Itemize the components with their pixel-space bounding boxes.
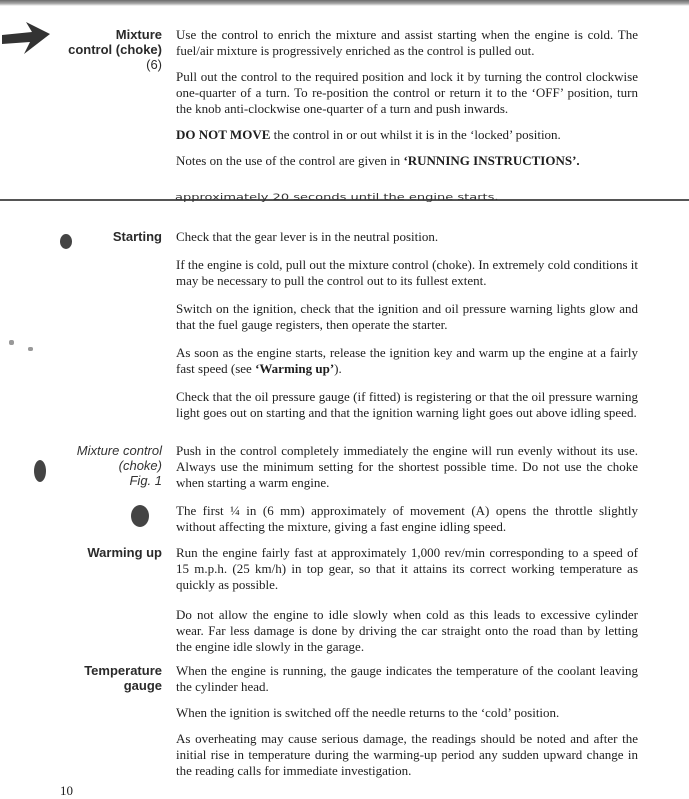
paragraph: If the engine is cold, pull out the mixture control (choke). In extremely cold conditions it may be necessary to pull the control out to its fullest extent. — [176, 257, 638, 288]
section-label: Warming up — [87, 545, 162, 560]
label-line: Mixture — [115, 27, 162, 42]
paragraph: Use the control to enrich the mixture and assist starting when the engine is cold. The fuel/air mixture is progressively enriched as the control is pulled out. — [176, 27, 638, 58]
paragraph: Check that the gear lever is in the neutral position. — [176, 229, 439, 244]
paragraph: When the ignition is switched off the needle returns to the ‘cold’ position. — [176, 705, 560, 720]
notes-paragraph — [176, 153, 638, 169]
label-line: gauge — [123, 678, 162, 693]
paragraph: Switch on the ignition, check that the ignition and oil pressure warning lights glow and that the fuel gauge registers, then operate the starter. — [176, 301, 638, 332]
section-body — [176, 443, 638, 545]
label-line: Mixture control — [76, 443, 162, 458]
page-number: 10 — [60, 783, 73, 798]
section-body — [176, 545, 638, 665]
section-label — [0, 27, 162, 72]
section-body — [176, 27, 638, 179]
label-line: control (choke) — [68, 42, 162, 57]
bullet-dot — [131, 505, 149, 527]
figure-ref: Fig. 1 — [129, 473, 162, 488]
section-body — [176, 229, 638, 431]
paragraph: Run the engine fairly fast at approximately 1,000 rev/min corresponding to a speed of 15 m.p.h. (25 km/h) in top gear, so that it attains its correct working temperature as quickly as possible. — [176, 545, 638, 592]
paragraph: Do not allow the engine to idle slowly when cold as this leads to excessive cylinder wear. Far less damage is done by driving the car straight onto the road than by letting the engine idle slowly in the garage. — [176, 607, 638, 654]
label-line: Temperature — [84, 663, 162, 678]
notes-text: Notes on the use of the control are given in — [176, 153, 404, 168]
warming-up-ref: ‘Warming up’ — [255, 361, 335, 376]
paragraph: Pull out the control to the required position and lock it by turning the control clockwise one-quarter of a turn. To re-position the control or return it to the ‘OFF’ position, turn the knob anti-clockwise one-quarter of a turn and push inwards. — [176, 69, 638, 116]
text: As soon as the engine starts, release the ignition key and warm up the engine at a fairly fast speed (see — [176, 345, 638, 376]
warning-text: the control in or out whilst it is in the ‘locked’ position. — [270, 127, 561, 142]
section-label — [0, 663, 162, 693]
section-label: Starting — [112, 229, 162, 244]
fold-partial-text: approximately 20 seconds until the engine starts. — [175, 193, 499, 203]
section-body — [176, 663, 638, 789]
warning-paragraph — [176, 127, 638, 143]
label-ref: (6) — [146, 57, 162, 72]
label-line: (choke) — [118, 458, 162, 473]
text: ). — [334, 361, 342, 376]
section-label — [0, 443, 162, 488]
warning-bold: DO NOT MOVE — [176, 127, 271, 142]
scan-smudge — [9, 340, 14, 345]
paragraph: Push in the control completely immediately the engine will run evenly without its use. Always use the minimum setting for the shortest possible time. Do not use the choke when starting a warm engine. — [176, 443, 638, 490]
paragraph: As overheating may cause serious damage, the readings should be noted and after the initial rise in temperature during the warming-up period any sudden upward change in the reading calls for immediate investigation. — [176, 731, 638, 778]
paragraph: The first ¼ in (6 mm) approximately of movement (A) opens the throttle slightly without affecting the mixture, giving a fast engine idling speed. — [176, 503, 638, 534]
running-instructions-ref: ‘RUNNING INSTRUCTIONS’. — [403, 153, 580, 168]
paper-top-edge — [0, 0, 689, 6]
paragraph: Check that the oil pressure gauge (if fitted) is registering or that the oil pressure warning light goes out on starting and that the ignition warning light goes out above idling speed. — [176, 389, 638, 420]
paragraph — [176, 345, 638, 377]
scan-smudge — [28, 347, 33, 351]
paragraph: When the engine is running, the gauge indicates the temperature of the coolant leaving the cylinder head. — [176, 663, 638, 694]
